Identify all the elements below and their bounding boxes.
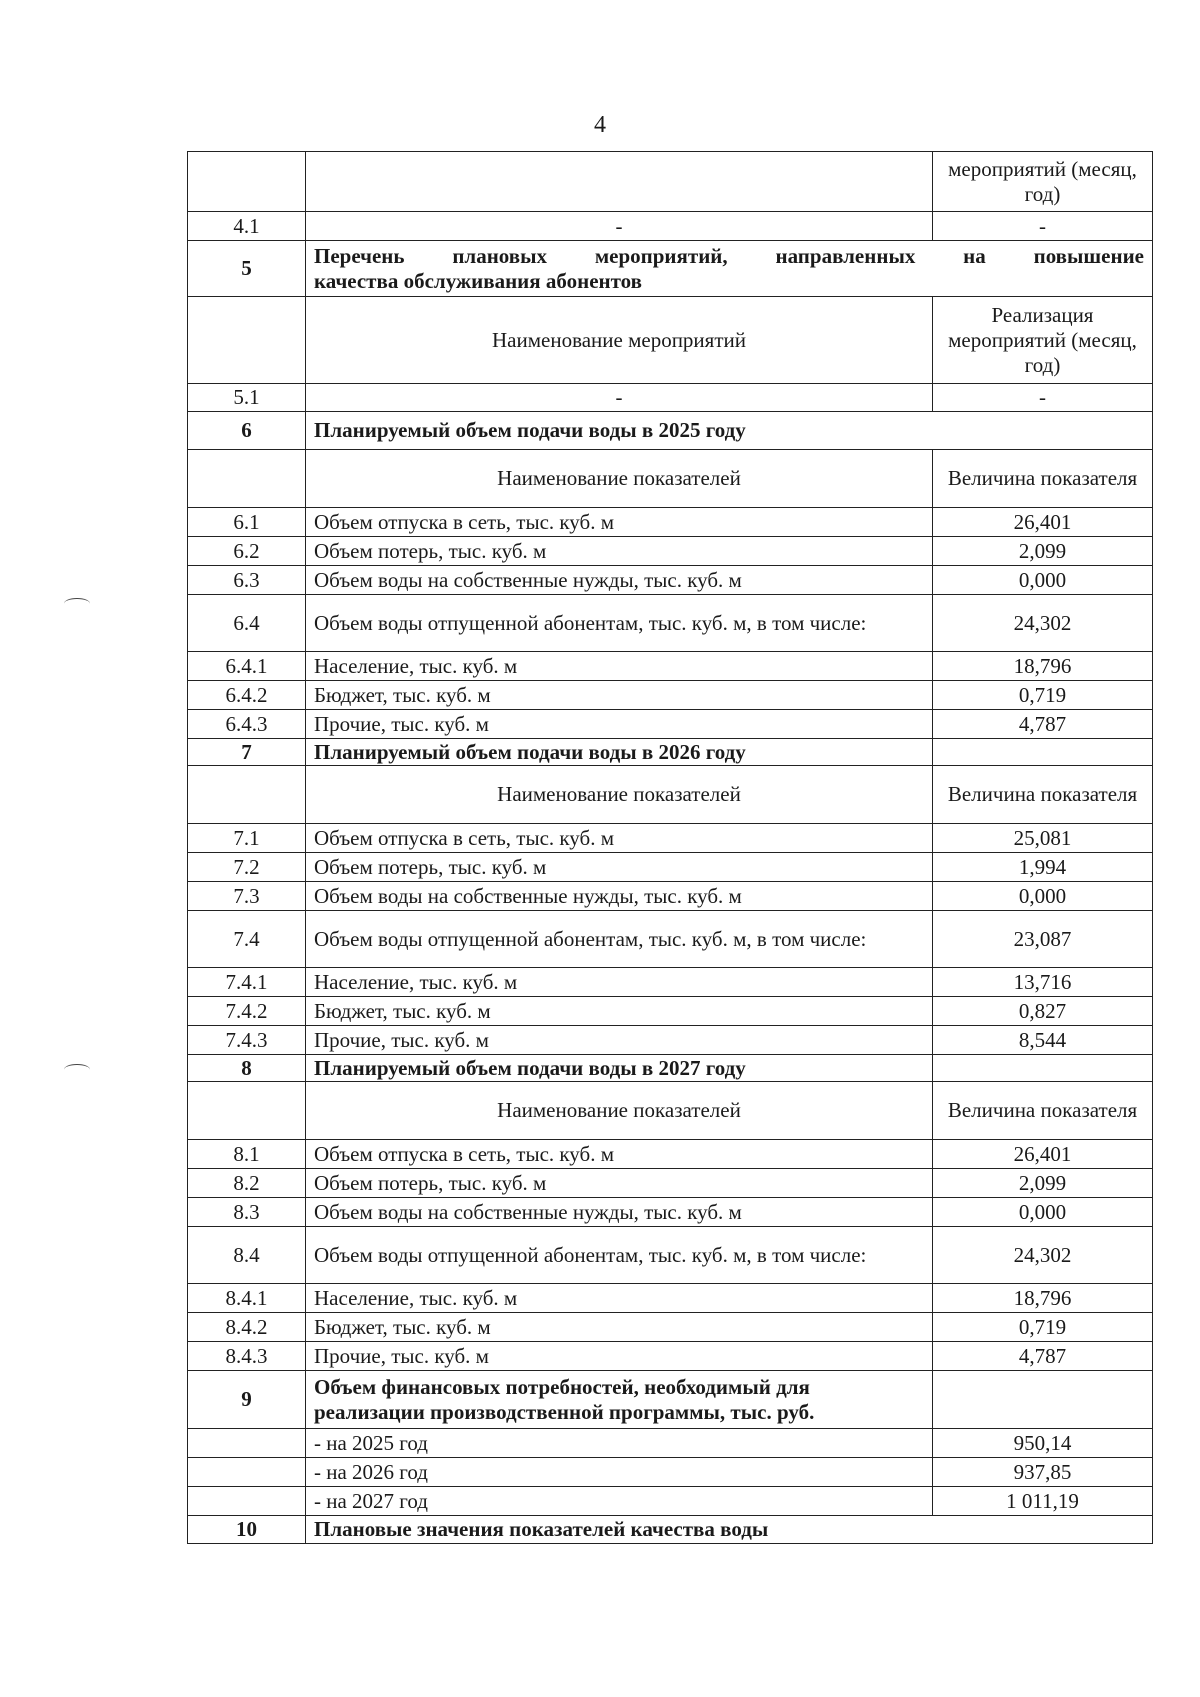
column-header-name: Наименование показателей <box>306 1082 933 1140</box>
table-row: 8.4.1 Население, тыс. куб. м 18,796 <box>188 1284 1153 1313</box>
table-row: 4.1 - - <box>188 212 1153 241</box>
column-header-name: Наименование показателей <box>306 766 933 824</box>
table-row: 8.4.2 Бюджет, тыс. куб. м 0,719 <box>188 1313 1153 1342</box>
table-row: 7.1 Объем отпуска в сеть, тыс. куб. м 25,081 <box>188 824 1153 853</box>
table-row <box>188 450 1153 508</box>
section-header: 7 Планируемый объем подачи воды в 2026 году <box>188 739 1153 766</box>
section-header: 8 Планируемый объем подачи воды в 2027 году <box>188 1055 1153 1082</box>
table-row: 6.4.2 Бюджет, тыс. куб. м 0,719 <box>188 681 1153 710</box>
margin-mark <box>64 598 90 609</box>
column-header-date: мероприятий (месяц, год) <box>933 152 1153 212</box>
table-row: 5.1 - - <box>188 384 1153 412</box>
table-row <box>188 152 1153 212</box>
table-row: - на 2025 год 950,14 <box>188 1429 1153 1458</box>
table-row: 7.3 Объем воды на собственные нужды, тыс. куб. м 0,000 <box>188 882 1153 911</box>
table-row: 7.4.2 Бюджет, тыс. куб. м 0,827 <box>188 997 1153 1026</box>
table-row: - на 2026 год 937,85 <box>188 1458 1153 1487</box>
production-program-table <box>187 151 1153 1544</box>
table-row: 6.2 Объем потерь, тыс. куб. м 2,099 <box>188 537 1153 566</box>
column-header-value: Величина показателя <box>933 766 1153 824</box>
column-header-date: Реализация мероприятий (месяц, год) <box>933 297 1153 384</box>
section-title-line: Перечень плановых мероприятий, направленных на повышение <box>314 243 1144 268</box>
column-header-name: Наименование показателей <box>306 450 933 508</box>
section-header: 9 Объем финансовых потребностей, необходимый для реализации производственной программы, тыс. руб. <box>188 1371 1153 1429</box>
table-row: 6.4.1 Население, тыс. куб. м 18,796 <box>188 652 1153 681</box>
table-row: 8.4.3 Прочие, тыс. куб. м 4,787 <box>188 1342 1153 1371</box>
table-row: 6.1 Объем отпуска в сеть, тыс. куб. м 26,401 <box>188 508 1153 537</box>
section-header: 6 Планируемый объем подачи воды в 2025 году <box>188 412 1153 450</box>
table-row: 6.4.3 Прочие, тыс. куб. м 4,787 <box>188 710 1153 739</box>
section-header: 10 Плановые значения показателей качества воды <box>188 1516 1153 1544</box>
table-row: 8.4 Объем воды отпущенной абонентам, тыс. куб. м, в том числе: 24,302 <box>188 1227 1153 1284</box>
column-header-name: Наименование мероприятий <box>306 297 933 384</box>
table-row: 7.4 Объем воды отпущенной абонентам, тыс. куб. м, в том числе: 23,087 <box>188 911 1153 968</box>
margin-mark <box>64 1064 90 1075</box>
table-row: - на 2027 год 1 011,19 <box>188 1487 1153 1516</box>
table-row: 7.2 Объем потерь, тыс. куб. м 1,994 <box>188 853 1153 882</box>
table-row: 7.4.3 Прочие, тыс. куб. м 8,544 <box>188 1026 1153 1055</box>
table-row: 6.4 Объем воды отпущенной абонентам, тыс. куб. м, в том числе: 24,302 <box>188 595 1153 652</box>
table-row: 7.4.1 Население, тыс. куб. м 13,716 <box>188 968 1153 997</box>
column-header-value: Величина показателя <box>933 450 1153 508</box>
section-title-line: качества обслуживания абонентов <box>314 268 642 293</box>
table-row: 8.1 Объем отпуска в сеть, тыс. куб. м 26,401 <box>188 1140 1153 1169</box>
column-header-value: Величина показателя <box>933 1082 1153 1140</box>
table-row <box>188 766 1153 824</box>
table-row <box>188 297 1153 384</box>
page-number: 4 <box>594 112 606 138</box>
table-row <box>188 1082 1153 1140</box>
table-row: 6.3 Объем воды на собственные нужды, тыс. куб. м 0,000 <box>188 566 1153 595</box>
table-row: 8.2 Объем потерь, тыс. куб. м 2,099 <box>188 1169 1153 1198</box>
table-row: 8.3 Объем воды на собственные нужды, тыс. куб. м 0,000 <box>188 1198 1153 1227</box>
section-header: 5 Перечень плановых мероприятий, направленных на повышение качества обслуживания абонентов <box>188 241 1153 297</box>
